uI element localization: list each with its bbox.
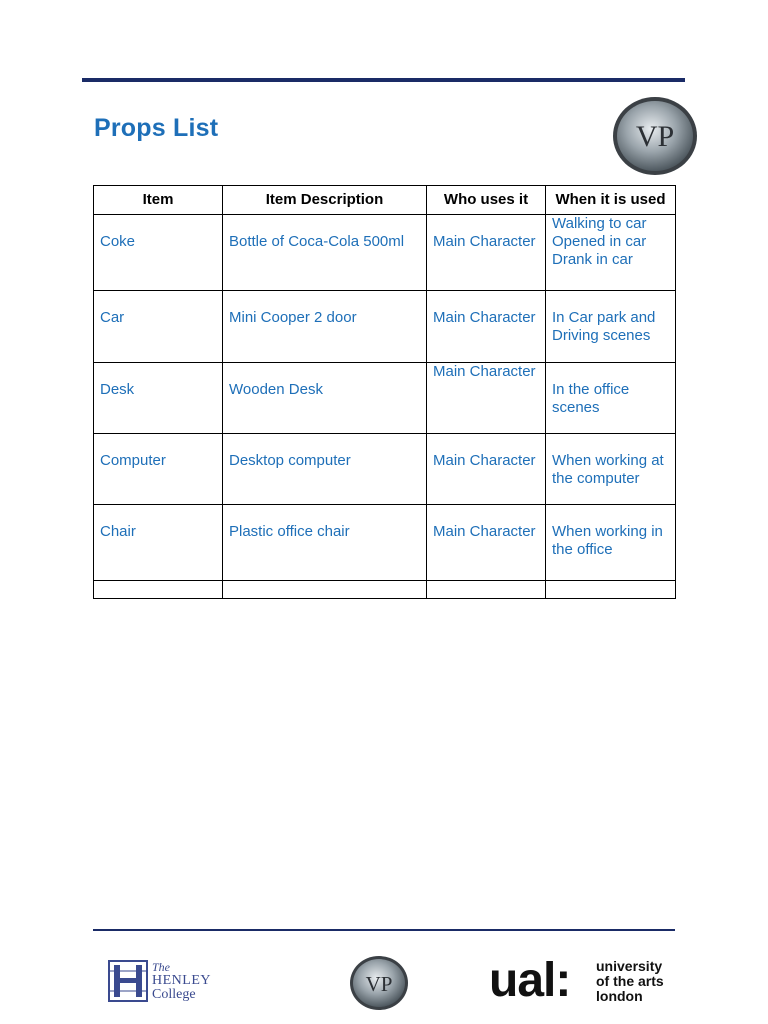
table-row <box>94 291 676 363</box>
cell-description <box>223 363 427 434</box>
cell-description <box>223 505 427 581</box>
cell-who-text: Main Character <box>433 363 536 380</box>
cell-item-text: Car <box>100 309 125 326</box>
footer-rule <box>93 929 675 931</box>
cell-description-text: Mini Cooper 2 door <box>229 309 357 326</box>
henley-the: The <box>152 960 170 974</box>
henley-name: HENLEY <box>152 973 211 988</box>
cell-description <box>223 434 427 505</box>
cell-description-text: Desktop computer <box>229 452 351 469</box>
table-row <box>94 215 676 291</box>
cell-who-text: Main Character <box>433 523 536 540</box>
vp-logo-footer <box>349 955 409 1011</box>
cell-who <box>427 434 546 505</box>
cell-item <box>94 505 223 581</box>
cell-item-text: Desk <box>100 381 135 398</box>
cell-when-text: When working at the computer <box>552 452 664 487</box>
table-row <box>94 434 676 505</box>
header-who-uses-it: Who uses it <box>427 186 546 215</box>
cell-when <box>546 434 676 505</box>
cell-item <box>94 434 223 505</box>
cell-item <box>94 363 223 434</box>
cell-who-text: Main Character <box>433 233 536 250</box>
cell-when <box>546 581 676 599</box>
table-header-row <box>94 186 676 215</box>
cell-when <box>546 215 676 291</box>
cell-item-text: Computer <box>100 452 166 469</box>
vp-logo-text: VP <box>635 120 675 153</box>
cell-item-text: Chair <box>100 523 136 540</box>
henley-college-text <box>152 960 211 1002</box>
cell-when <box>546 363 676 434</box>
henley-h-mark-icon <box>108 960 148 1002</box>
cell-item-text: Coke <box>100 233 136 250</box>
cell-when-text: In the office scenes <box>552 381 630 416</box>
cell-who <box>427 215 546 291</box>
ual-line-1: university <box>596 958 663 974</box>
ual-subtitle <box>596 959 664 1004</box>
cell-description <box>223 215 427 291</box>
ual-logo <box>489 954 679 1009</box>
page-title: Props List <box>94 114 219 142</box>
header-item-description: Item Description <box>223 186 427 215</box>
cell-who <box>427 505 546 581</box>
table-row <box>94 505 676 581</box>
table-row-empty <box>94 581 676 599</box>
cell-description <box>223 581 427 599</box>
ual-line-2: of the arts <box>596 973 664 989</box>
cell-description-text: Plastic office chair <box>229 523 350 540</box>
props-table <box>93 185 676 599</box>
ual-line-3: london <box>596 988 643 1004</box>
table-row <box>94 363 676 434</box>
cell-when-text: Walking to car Opened in car Drank in car <box>552 215 647 268</box>
header-when-it-is-used: When it is used <box>546 186 676 215</box>
cell-item <box>94 581 223 599</box>
cell-when <box>546 291 676 363</box>
cell-item <box>94 291 223 363</box>
cell-who <box>427 363 546 434</box>
ual-wordmark: ual: <box>489 954 571 1007</box>
cell-who-text: Main Character <box>433 309 536 326</box>
vp-logo-footer-text: VP <box>365 972 393 996</box>
cell-description-text: Wooden Desk <box>229 381 323 398</box>
vp-logo <box>611 95 699 177</box>
henley-college: College <box>152 987 196 1002</box>
cell-item <box>94 215 223 291</box>
cell-when <box>546 505 676 581</box>
cell-who <box>427 291 546 363</box>
cell-who <box>427 581 546 599</box>
henley-college-logo <box>108 958 218 1006</box>
cell-when-text: In Car park and Driving scenes <box>552 309 656 344</box>
cell-when-text: When working in the office <box>552 523 663 558</box>
header-item: Item <box>94 186 223 215</box>
cell-who-text: Main Character <box>433 452 536 469</box>
cell-description-text: Bottle of Coca-Cola 500ml <box>229 233 405 250</box>
header-rule <box>82 78 685 82</box>
cell-description <box>223 291 427 363</box>
